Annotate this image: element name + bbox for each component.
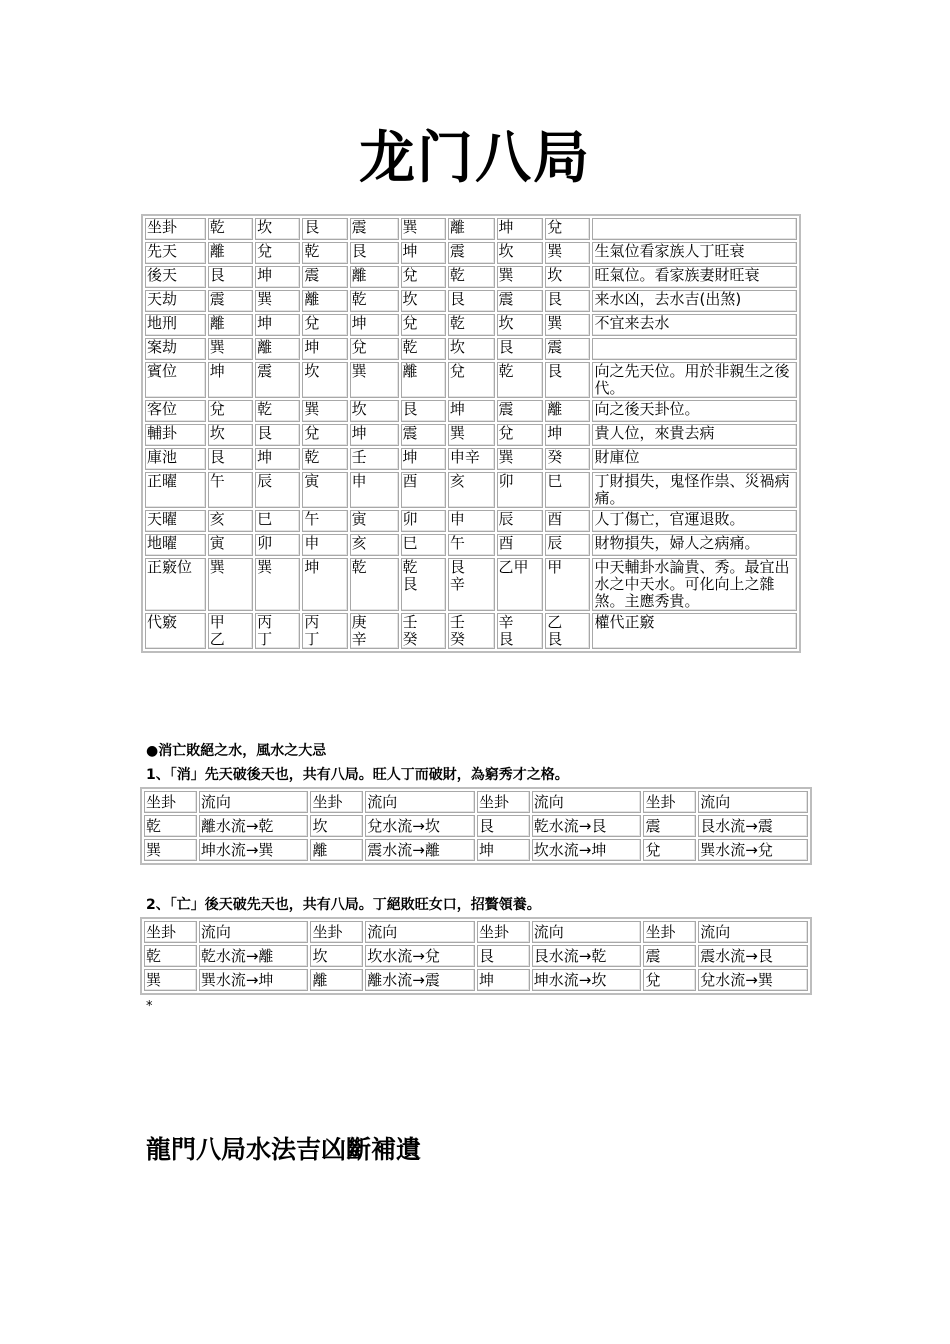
table-cell: 巽 [497, 266, 544, 288]
table-cell: 坤水流→巽 [199, 839, 309, 861]
table-cell: 巽 [208, 558, 253, 611]
table-cell: 卯 [497, 472, 544, 508]
table-cell: 艮 辛 [448, 558, 495, 611]
table-cell: 寅 [208, 534, 253, 556]
table-cell: 坤 [497, 218, 544, 240]
table-cell: 坤 [255, 266, 300, 288]
table-cell: 乾 [350, 290, 399, 312]
table-cell: 離 [302, 290, 347, 312]
table-cell: 坎 [208, 424, 253, 446]
table-cell: 坎水流→坤 [532, 839, 642, 861]
table-cell: 午 [302, 510, 347, 532]
table-cell: 兌 [401, 266, 446, 288]
table-cell: 巽 [144, 969, 197, 991]
table-cell: 兌水流→巽 [698, 969, 808, 991]
table-cell: 午 [448, 534, 495, 556]
row-label: 先天 [145, 242, 206, 264]
table-cell: 巽 [545, 242, 590, 264]
table-cell: 艮 [448, 290, 495, 312]
table-cell: 兌 [302, 314, 347, 336]
table-cell: 兌 [255, 242, 300, 264]
row-label: 正曜 [145, 472, 206, 508]
table-cell: 艮 [208, 448, 253, 470]
table-cell: 巽 [302, 400, 347, 422]
table-cell: 乾 [208, 218, 253, 240]
table-cell: 艮 [477, 815, 530, 837]
column-header: 坐卦 [477, 791, 530, 813]
table-cell: 申辛 [448, 448, 495, 470]
column-header: 流向 [698, 791, 808, 813]
table-cell: 兌 [302, 424, 347, 446]
table-cell: 坤 [350, 314, 399, 336]
table-cell: 辛 艮 [497, 613, 544, 649]
table-cell: 艮 [350, 242, 399, 264]
table-cell: 乾 [448, 314, 495, 336]
table-cell: 震 [401, 424, 446, 446]
table-cell: 震 [643, 945, 696, 967]
table-cell: 坎 [302, 362, 347, 398]
table-cell: 兌 [643, 839, 696, 861]
row-label: 案劫 [145, 338, 206, 360]
column-header: 坐卦 [310, 791, 363, 813]
table-cell: 丙 丁 [302, 613, 347, 649]
row-description: 人丁傷亡，官運退敗。 [592, 510, 797, 532]
table-cell: 坤 [208, 362, 253, 398]
table-cell: 寅 [302, 472, 347, 508]
table-cell: 離水流→乾 [199, 815, 309, 837]
table-cell: 酉 [545, 510, 590, 532]
row-description: 来水凶，去水吉(出煞) [592, 290, 797, 312]
table-cell: 兌 [208, 400, 253, 422]
table-cell: 巽 [255, 558, 300, 611]
row-description: 丁財損失，鬼怪作祟、災禍病痛。 [592, 472, 797, 508]
table-row [145, 400, 797, 422]
row-label: 客位 [145, 400, 206, 422]
column-header: 流向 [532, 791, 642, 813]
table-cell: 乙甲 [497, 558, 544, 611]
wang-table [140, 917, 812, 995]
table-cell: 坎 [310, 945, 363, 967]
row-description: 中天輔卦水論貴、秀。最宜出水之中天水。可化向上之雜煞。主應秀貴。 [592, 558, 797, 611]
table-cell: 離 [350, 266, 399, 288]
table-cell: 巳 [401, 534, 446, 556]
table-cell: 坤 [255, 314, 300, 336]
table-cell: 離 [545, 400, 590, 422]
table-cell: 乾 [255, 400, 300, 422]
table-row [145, 558, 797, 611]
table-cell: 巽 [255, 290, 300, 312]
table-cell: 巽 [144, 839, 197, 861]
table-cell: 兌水流→坎 [365, 815, 475, 837]
table-cell: 艮 [545, 290, 590, 312]
table-cell: 坎水流→兌 [365, 945, 475, 967]
column-header: 坐卦 [144, 791, 197, 813]
table-row [145, 424, 797, 446]
table-cell: 震 [448, 242, 495, 264]
table-cell: 離 [401, 362, 446, 398]
table-cell: 兌 [497, 424, 544, 446]
row-description: 不宜来去水 [592, 314, 797, 336]
row-label: 天劫 [145, 290, 206, 312]
table-cell: 壬 癸 [448, 613, 495, 649]
column-header: 流向 [199, 791, 309, 813]
table-cell: 坎 [310, 815, 363, 837]
row-label: 賓位 [145, 362, 206, 398]
table-cell: 巽 [350, 362, 399, 398]
table-cell: 離 [208, 314, 253, 336]
table-cell: 辰 [545, 534, 590, 556]
table-cell: 艮 [255, 424, 300, 446]
table-cell: 亥 [350, 534, 399, 556]
table-cell: 癸 [545, 448, 590, 470]
table-cell: 寅 [350, 510, 399, 532]
table-header-row [144, 921, 808, 943]
table-cell: 震水流→艮 [698, 945, 808, 967]
row-label: 天曜 [145, 510, 206, 532]
column-header: 流向 [199, 921, 309, 943]
table-cell: 乾 [302, 242, 347, 264]
table-cell: 巳 [255, 510, 300, 532]
table-cell: 乾 艮 [401, 558, 446, 611]
table-cell: 申 [448, 510, 495, 532]
row-label: 輔卦 [145, 424, 206, 446]
table-cell: 兌 [545, 218, 590, 240]
table-cell: 震 [255, 362, 300, 398]
notes-heading: ●消亡敗絕之水，風水之大忌 [146, 743, 327, 759]
table-cell: 酉 [401, 472, 446, 508]
row-label: 坐卦 [145, 218, 206, 240]
table-cell: 離 [255, 338, 300, 360]
table-cell: 乙 艮 [545, 613, 590, 649]
table-row [145, 613, 797, 649]
table-cell: 巽 [545, 314, 590, 336]
table-cell: 巽 [208, 338, 253, 360]
page-title: 龙门八局 [359, 125, 591, 191]
table-cell: 乾 [401, 338, 446, 360]
table-cell: 亥 [448, 472, 495, 508]
row-label: 代竅 [145, 613, 206, 649]
row-description [592, 218, 797, 240]
table-cell: 震 [643, 815, 696, 837]
column-header: 坐卦 [310, 921, 363, 943]
table-row [144, 815, 808, 837]
table-cell: 坤 [448, 400, 495, 422]
table-cell: 卯 [401, 510, 446, 532]
table-cell: 坤 [477, 969, 530, 991]
table-cell: 巽 [401, 218, 446, 240]
table-row [145, 362, 797, 398]
table-row [144, 945, 808, 967]
table-cell: 坎 [255, 218, 300, 240]
column-header: 流向 [365, 921, 475, 943]
asterisk-mark: * [146, 999, 153, 1014]
table-cell: 離 [448, 218, 495, 240]
column-header: 坐卦 [144, 921, 197, 943]
row-label: 庫池 [145, 448, 206, 470]
table-cell: 申 [350, 472, 399, 508]
table-cell: 坤 [401, 448, 446, 470]
section-subtitle: 龍門八局水法吉凶斷補遺 [146, 1135, 422, 1164]
table-row [145, 448, 797, 470]
table-cell: 離 [310, 839, 363, 861]
table-header-row [144, 791, 808, 813]
table-cell: 離 [208, 242, 253, 264]
table-cell: 震 [545, 338, 590, 360]
table-cell: 坤 [350, 424, 399, 446]
table-row [144, 969, 808, 991]
table-row [144, 839, 808, 861]
table-cell: 兌 [401, 314, 446, 336]
table-cell: 坤 [477, 839, 530, 861]
table-cell: 震 [302, 266, 347, 288]
row-label: 正竅位 [145, 558, 206, 611]
column-header: 坐卦 [643, 921, 696, 943]
row-description: 生氣位看家族人丁旺衰 [592, 242, 797, 264]
table-cell: 乾 [448, 266, 495, 288]
table-cell: 乾 [144, 945, 197, 967]
table-cell: 庚 辛 [350, 613, 399, 649]
table-cell: 兌 [448, 362, 495, 398]
table-cell: 巽 [497, 448, 544, 470]
table-row [145, 266, 797, 288]
table-cell: 巽水流→兌 [698, 839, 808, 861]
table-row [145, 218, 797, 240]
table-cell: 兌 [350, 338, 399, 360]
table-cell: 震 [208, 290, 253, 312]
table-cell: 巽 [448, 424, 495, 446]
table-cell: 坤 [545, 424, 590, 446]
table-cell: 甲 [545, 558, 590, 611]
row-description [592, 338, 797, 360]
table-cell: 兌 [643, 969, 696, 991]
row-description: 財庫位 [592, 448, 797, 470]
table-cell: 辰 [497, 510, 544, 532]
table-row [145, 510, 797, 532]
table-row [145, 534, 797, 556]
table-cell: 艮 [477, 945, 530, 967]
table-cell: 坎 [448, 338, 495, 360]
table-cell: 艮水流→乾 [532, 945, 642, 967]
table-cell: 午 [208, 472, 253, 508]
table-cell: 艮 [497, 338, 544, 360]
table-cell: 乾水流→艮 [532, 815, 642, 837]
table-cell: 艮 [401, 400, 446, 422]
table-cell: 離水流→震 [365, 969, 475, 991]
table-cell: 坎 [350, 400, 399, 422]
table-cell: 坤 [302, 338, 347, 360]
row-description: 旺氣位。看家族妻財旺衰 [592, 266, 797, 288]
table-cell: 卯 [255, 534, 300, 556]
table-cell: 坎 [497, 314, 544, 336]
table-cell: 甲 乙 [208, 613, 253, 649]
table-cell: 壬 癸 [401, 613, 446, 649]
table-cell: 坎 [401, 290, 446, 312]
table-cell: 亥 [208, 510, 253, 532]
table-row [145, 472, 797, 508]
table-cell: 震 [350, 218, 399, 240]
column-header: 坐卦 [643, 791, 696, 813]
table-cell: 坎 [545, 266, 590, 288]
table-cell: 艮水流→震 [698, 815, 808, 837]
table-cell: 丙 丁 [255, 613, 300, 649]
table-cell: 辰 [255, 472, 300, 508]
table-cell: 乾 [302, 448, 347, 470]
row-description: 向之先天位。用於非親生之後代。 [592, 362, 797, 398]
table-cell: 震 [497, 290, 544, 312]
row-label: 地刑 [145, 314, 206, 336]
row-label: 後天 [145, 266, 206, 288]
row-description: 向之後天卦位。 [592, 400, 797, 422]
table-cell: 震 [497, 400, 544, 422]
table-cell: 坎 [497, 242, 544, 264]
column-header: 流向 [365, 791, 475, 813]
table-cell: 酉 [497, 534, 544, 556]
table-cell: 壬 [350, 448, 399, 470]
table-cell: 乾 [144, 815, 197, 837]
table-cell: 坤 [302, 558, 347, 611]
notes-item-2: 2、「亡」後天破先天也，共有八局。丁絕敗旺女口，招贅領養。 [146, 897, 541, 913]
table-cell: 艮 [545, 362, 590, 398]
table-cell: 坤 [255, 448, 300, 470]
table-row [145, 314, 797, 336]
row-description: 貴人位，來貴去病 [592, 424, 797, 446]
column-header: 坐卦 [477, 921, 530, 943]
table-cell: 震水流→離 [365, 839, 475, 861]
column-header: 流向 [532, 921, 642, 943]
row-label: 地曜 [145, 534, 206, 556]
table-cell: 坤 [401, 242, 446, 264]
main-table [141, 214, 801, 653]
table-cell: 艮 [208, 266, 253, 288]
table-cell: 離 [310, 969, 363, 991]
column-header: 流向 [698, 921, 808, 943]
table-cell: 乾 [497, 362, 544, 398]
notes-item-1: 1、「消」先天破後天也，共有八局。旺人丁而破財，為窮秀才之格。 [146, 767, 569, 783]
table-row [145, 290, 797, 312]
table-cell: 乾水流→離 [199, 945, 309, 967]
row-description: 權代正竅 [592, 613, 797, 649]
table-row [145, 338, 797, 360]
row-description: 財物損失，婦人之病痛。 [592, 534, 797, 556]
table-cell: 巽水流→坤 [199, 969, 309, 991]
table-cell: 坤水流→坎 [532, 969, 642, 991]
table-cell: 艮 [302, 218, 347, 240]
table-cell: 巳 [545, 472, 590, 508]
table-row [145, 242, 797, 264]
xiao-table [140, 787, 812, 865]
table-cell: 乾 [350, 558, 399, 611]
table-cell: 申 [302, 534, 347, 556]
